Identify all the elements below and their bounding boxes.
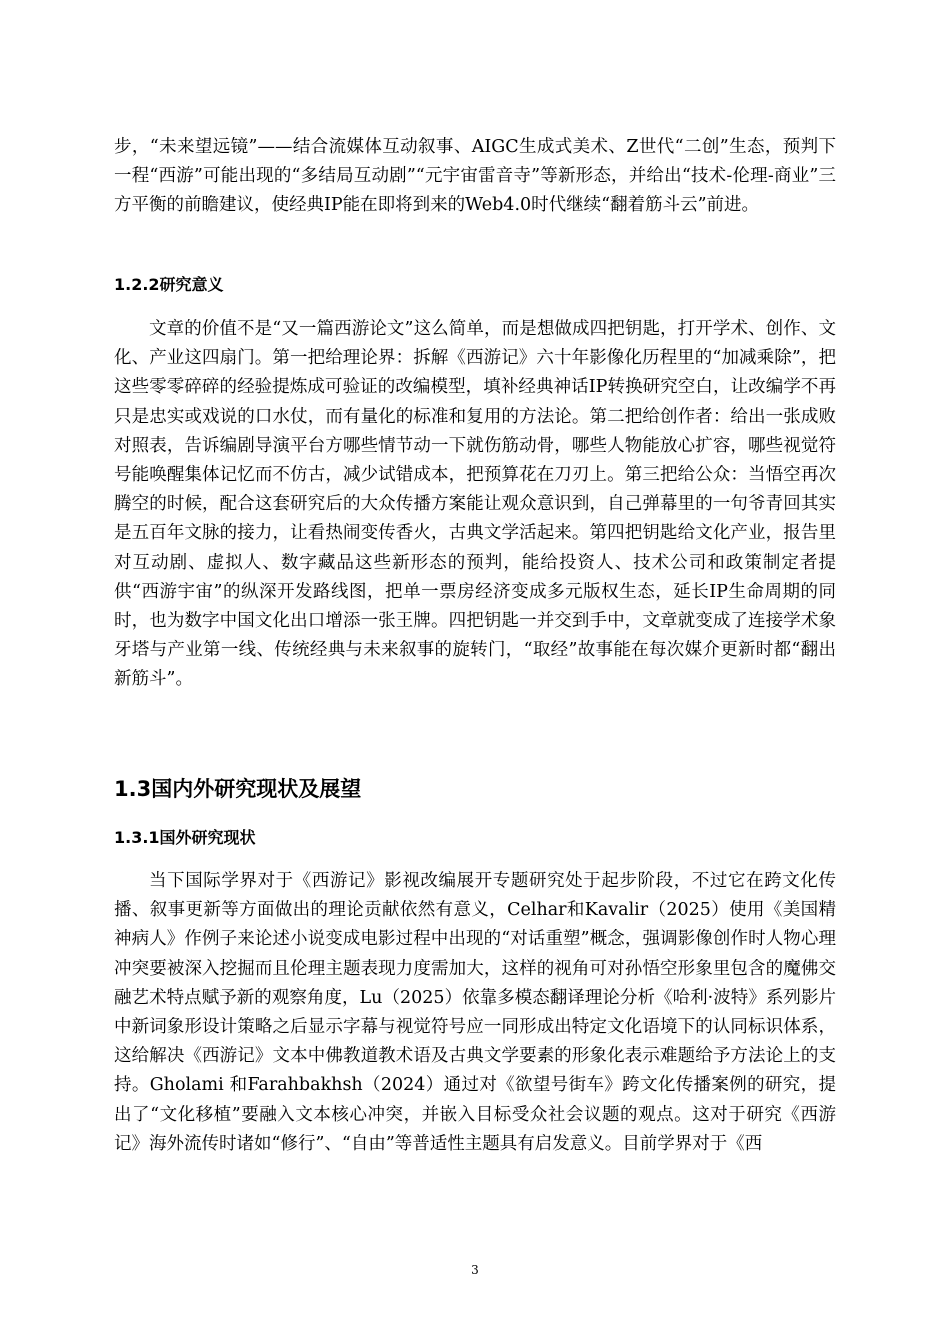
page-number: 3 — [471, 1263, 479, 1277]
paragraph-research-significance: 文章的价值不是“又一篇西游论文”这么简单，而是想做成四把钥匙，打开学术、创作、文化、产业这四扇门。第一把给理论界：拆解《西游记》六十年影像化历程里的“加减乘除”，把这些零零碎碎的经验提炼成可验证的改编模型，填补经典神话IP转换研究空白，让改编学不再只是忠实或戏说的口水仗，而有量化的标准和复用的方法论。第二把给创作者：给出一张成败对照表，告诉编剧导演平台方哪些情节动一下就伤筋动骨，哪些人物能放心扩容，哪些视觉符号能唤醒集体记忆而不仿古，减少试错成本，把预算花在刀刃上。第三把给公众：当悟空再次腾空的时候，配合这套研究后的大众传播方案能让观众意识到，自己弹幕里的一句爷青回其实是五百年文脉的接力，让看热闹变传香火，古典文学活起来。第四把钥匙给文化产业，报告里对互动剧、虚拟人、数字藏品这些新形态的预判，能给投资人、技术公司和政策制定者提供“西游宇宙”的纵深开发路线图，把单一票房经济变成多元版权生态，延长IP生命周期的同时，也为数字中国文化出口增添一张王牌。四把钥匙一并交到手中，文章就变成了连接学术象牙塔与产业第一线、传统经典与未来叙事的旋转门，“取经”故事能在每次媒介更新时都“翻出新筋斗”。 — [114, 319, 836, 690]
paragraph-foreign-research: 当下国际学界对于《西游记》影视改编展开专题研究处于起步阶段，不过它在跨文化传播、叙事更新等方面做出的理论贡献依然有意义，Celhar和Kavalir（2025）使用《美国精神病人》作例子来论述小说变成电影过程中出现的“对话重塑”概念，强调影像创作时人物心理冲突要被深入挖掘而且伦理主题表现力度需加大，这样的视角可对孙悟空形象里包含的魔佛交融艺术特点赋予新的观察角度，Lu（2025）依靠多模态翻译理论分析《哈利·波特》系列影片中新词象形设计策略之后显示字幕与视觉符号应一同形成出特定文化语境下的认同标识体系，这给解决《西游记》文本中佛教道教术语及古典文学要素的形象化表示难题给予方法论上的支持。Gholami 和Farahbakhsh（2024）通过对《欲望号街车》跨文化传播案例的研究，提出了“文化移植”要融入文本核心冲突，并嵌入目标受众社会议题的观点。这对于研究《西游记》海外流传时诸如“修行”、“自由”等普适性主题具有启发意义。目前学界对于《西 — [114, 871, 836, 1154]
section-heading-1-2-2: 1.2.2研究意义 — [114, 275, 224, 294]
section-heading-1-3-1: 1.3.1国外研究现状 — [114, 828, 256, 847]
section-heading-1-3: 1.3国内外研究现状及展望 — [114, 777, 362, 801]
paragraph-continuation: 步，“未来望远镜”——结合流媒体互动叙事、AIGC生成式美术、Z世代“二创”生态，预判下一程“西游”可能出现的“多结局互动剧”“元宇宙雷音寺”等新形态，并给出“技术-伦理-商业”三方平衡的前瞻建议，使经典IP能在即将到来的Web4.0时代继续“翻着筋斗云”前进。 — [114, 137, 836, 216]
